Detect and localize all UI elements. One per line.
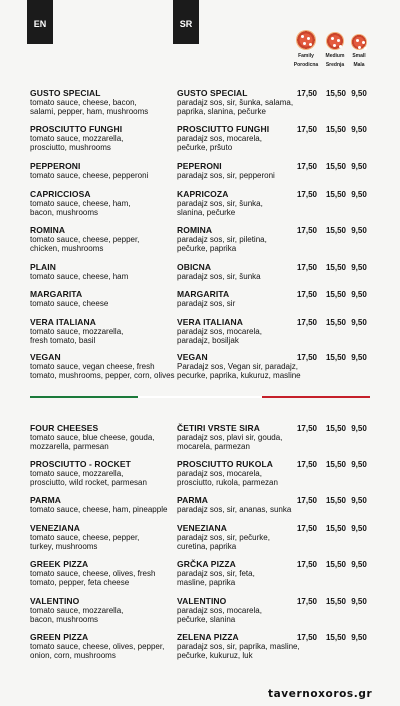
price-small: 9,50 (351, 89, 367, 98)
item-desc-en: tomato sauce, cheese, pepper, chicken, mushrooms (30, 235, 140, 253)
item-name-en: PROSCIUTTO - ROCKET (30, 459, 131, 469)
price-small: 9,50 (351, 190, 367, 199)
price-medium: 15,50 (325, 496, 347, 505)
price-small: 9,50 (351, 353, 367, 362)
item-name-sr: VENEZIANA (177, 523, 228, 533)
price-small: 9,50 (351, 226, 367, 235)
price-medium: 15,50 (325, 524, 347, 533)
price-medium: 15,50 (325, 318, 347, 327)
item-name-en: VEGAN (30, 352, 61, 362)
price-medium: 15,50 (325, 125, 347, 134)
item-name-en: MARGARITA (30, 289, 83, 299)
size-small-label-sr: Mala (353, 62, 365, 68)
item-name-en: GREEN PIZZA (30, 632, 89, 642)
price-small: 9,50 (351, 496, 367, 505)
item-name-sr: PARMA (177, 495, 209, 505)
watermark: tavernoxoros.gr (268, 688, 373, 700)
price-family: 17,50 (296, 290, 318, 299)
price-medium: 15,50 (325, 597, 347, 606)
price-small: 9,50 (351, 263, 367, 272)
item-name-sr: PROSCIUTTO RUKOLA (177, 459, 273, 469)
price-medium: 15,50 (325, 560, 347, 569)
item-desc-sr: paradajz sos, sir, šunka (177, 272, 261, 281)
item-desc-sr: Paradajz sos, Vegan sir, paradajz, pecurke, paprika, kukuruz, masline (177, 362, 301, 380)
price-medium: 15,50 (325, 89, 347, 98)
item-name-sr: KAPRICOZA (177, 189, 229, 199)
price-family: 17,50 (296, 496, 318, 505)
price-small: 9,50 (351, 460, 367, 469)
item-name-en: GUSTO SPECIAL (30, 88, 101, 98)
price-small: 9,50 (351, 597, 367, 606)
pizza-medium-icon (326, 32, 344, 50)
price-medium: 15,50 (325, 263, 347, 272)
size-medium-label: Medium (325, 53, 345, 59)
price-family: 17,50 (296, 125, 318, 134)
item-desc-en: tomato sauce, cheese, olives, pepper, onion, corn, mushrooms (30, 642, 165, 660)
item-name-en: GREEK PIZZA (30, 559, 89, 569)
price-medium: 15,50 (325, 353, 347, 362)
item-desc-sr: paradajz sos, sir, feta, masline, paprika (177, 569, 255, 587)
price-medium: 15,50 (325, 633, 347, 642)
price-medium: 15,50 (325, 190, 347, 199)
price-family: 17,50 (296, 633, 318, 642)
item-desc-en: tomato sauce, cheese (30, 299, 109, 308)
price-small: 9,50 (351, 162, 367, 171)
item-desc-sr: paradajz sos, mocarela, prosciutto, rukola, parmezan (177, 469, 278, 487)
item-desc-sr: paradajz sos, sir, piletina, pečurke, paprika (177, 235, 267, 253)
item-desc-en: tomato sauce, cheese, ham (30, 272, 129, 281)
item-name-sr: GUSTO SPECIAL (177, 88, 248, 98)
item-desc-en: tomato sauce, mozzarella, prosciutto, mushrooms (30, 134, 124, 152)
price-medium: 15,50 (325, 290, 347, 299)
item-desc-sr: paradajz sos, plavi sir, gouda, mocarela, parmezan (177, 433, 283, 451)
item-name-sr: MARGARITA (177, 289, 230, 299)
item-desc-sr: paradajz sos, sir, paprika, masline, pečurke, kukuruz, luk (177, 642, 300, 660)
item-name-sr: ROMINA (177, 225, 213, 235)
lang-tag-sr: SR (173, 0, 199, 44)
item-name-en: VENEZIANA (30, 523, 81, 533)
price-medium: 15,50 (325, 424, 347, 433)
item-name-sr: VERA ITALIANA (177, 317, 243, 327)
price-small: 9,50 (351, 318, 367, 327)
price-family: 17,50 (296, 190, 318, 199)
price-family: 17,50 (296, 597, 318, 606)
price-family: 17,50 (296, 89, 318, 98)
price-family: 17,50 (296, 318, 318, 327)
pizza-small-icon (351, 34, 367, 50)
size-family-label: Family (298, 53, 314, 59)
price-small: 9,50 (351, 560, 367, 569)
divider-green (30, 396, 138, 398)
menu-header (0, 0, 400, 68)
price-small: 9,50 (351, 633, 367, 642)
price-family: 17,50 (296, 560, 318, 569)
price-small: 9,50 (351, 524, 367, 533)
item-desc-sr: paradajz sos, sir, ananas, sunka (177, 505, 292, 514)
price-family: 17,50 (296, 460, 318, 469)
size-family-label-sr: Porodicna (293, 62, 319, 68)
item-desc-en: tomato sauce, mozzarella, bacon, mushrooms (30, 606, 124, 624)
item-desc-en: tomato sauce, cheese, bacon, salami, pepper, ham, mushrooms (30, 98, 149, 116)
price-medium: 15,50 (325, 162, 347, 171)
price-family: 17,50 (296, 524, 318, 533)
item-name-en: PARMA (30, 495, 62, 505)
item-name-en: PROSCIUTTO FUNGHI (30, 124, 123, 134)
price-medium: 15,50 (325, 460, 347, 469)
item-name-sr: ZELENA PIZZA (177, 632, 239, 642)
item-name-en: VALENTINO (30, 596, 80, 606)
item-desc-sr: paradajz sos, mocarela, pečurke, pršuto (177, 134, 262, 152)
item-desc-sr: paradajz sos, mocarela, pečurke, slanina (177, 606, 262, 624)
item-desc-en: tomato sauce, cheese, olives, fresh tomato, pepper, feta cheese (30, 569, 156, 587)
item-desc-en: tomato sauce, cheese, ham, bacon, mushrooms (30, 199, 131, 217)
item-name-en: PEPPERONI (30, 161, 81, 171)
item-desc-sr: paradajz sos, sir, pepperoni (177, 171, 275, 180)
item-desc-en: tomato sauce, cheese, pepperoni (30, 171, 149, 180)
price-family: 17,50 (296, 424, 318, 433)
item-desc-en: tomato sauce, cheese, ham, pineapple (30, 505, 168, 514)
item-name-en: CAPRICCIOSA (30, 189, 91, 199)
divider-white (138, 396, 262, 398)
price-family: 17,50 (296, 353, 318, 362)
item-desc-en: tomato sauce, mozzarella, prosciutto, wild rocket, parmesan (30, 469, 147, 487)
item-desc-en: tomato sauce, mozzarella, fresh tomato, basil (30, 327, 124, 345)
size-small (344, 30, 374, 68)
item-name-en: ROMINA (30, 225, 66, 235)
price-small: 9,50 (351, 424, 367, 433)
item-desc-en: tomato sauce, blue cheese, gouda, mozzarella, parmesan (30, 433, 155, 451)
pizza-family-icon (296, 30, 316, 50)
item-desc-en: tomato sauce, vegan cheese, fresh tomato, mushrooms, pepper, corn, olives (30, 362, 175, 380)
item-desc-sr: paradajz sos, sir (177, 299, 236, 308)
price-medium: 15,50 (325, 226, 347, 235)
lang-tag-en: EN (27, 0, 53, 44)
item-name-sr: VEGAN (177, 352, 208, 362)
item-name-sr: VALENTINO (177, 596, 227, 606)
item-name-sr: OBICNA (177, 262, 212, 272)
price-family: 17,50 (296, 226, 318, 235)
item-name-sr: ČETIRI VRSTE SIRA (177, 423, 260, 433)
item-desc-sr: paradajz sos, sir, pečurke, curetina, paprika (177, 533, 270, 551)
item-desc-sr: paradajz sos, sir, šunka, slanina, pečurke (177, 199, 263, 217)
price-family: 17,50 (296, 162, 318, 171)
item-desc-sr: paradajz sos, mocarela, paradajz, bosiljak (177, 327, 262, 345)
item-name-en: FOUR CHEESES (30, 423, 99, 433)
size-small-label: Small (352, 53, 366, 59)
item-name-sr: PROSCIUTTO FUNGHI (177, 124, 270, 134)
item-desc-sr: paradajz sos, sir, šunka, salama, paprika, slanina, pečurke (177, 98, 294, 116)
price-small: 9,50 (351, 290, 367, 299)
size-medium-label-sr: Srednja (325, 62, 345, 68)
item-name-sr: PEPERONI (177, 161, 222, 171)
item-name-en: PLAIN (30, 262, 56, 272)
item-desc-en: tomato sauce, cheese, pepper, turkey, mushrooms (30, 533, 140, 551)
item-name-sr: GRČKA PIZZA (177, 559, 236, 569)
price-family: 17,50 (296, 263, 318, 272)
size-family (291, 30, 321, 68)
item-name-en: VERA ITALIANA (30, 317, 96, 327)
price-small: 9,50 (351, 125, 367, 134)
divider-red (262, 396, 370, 398)
